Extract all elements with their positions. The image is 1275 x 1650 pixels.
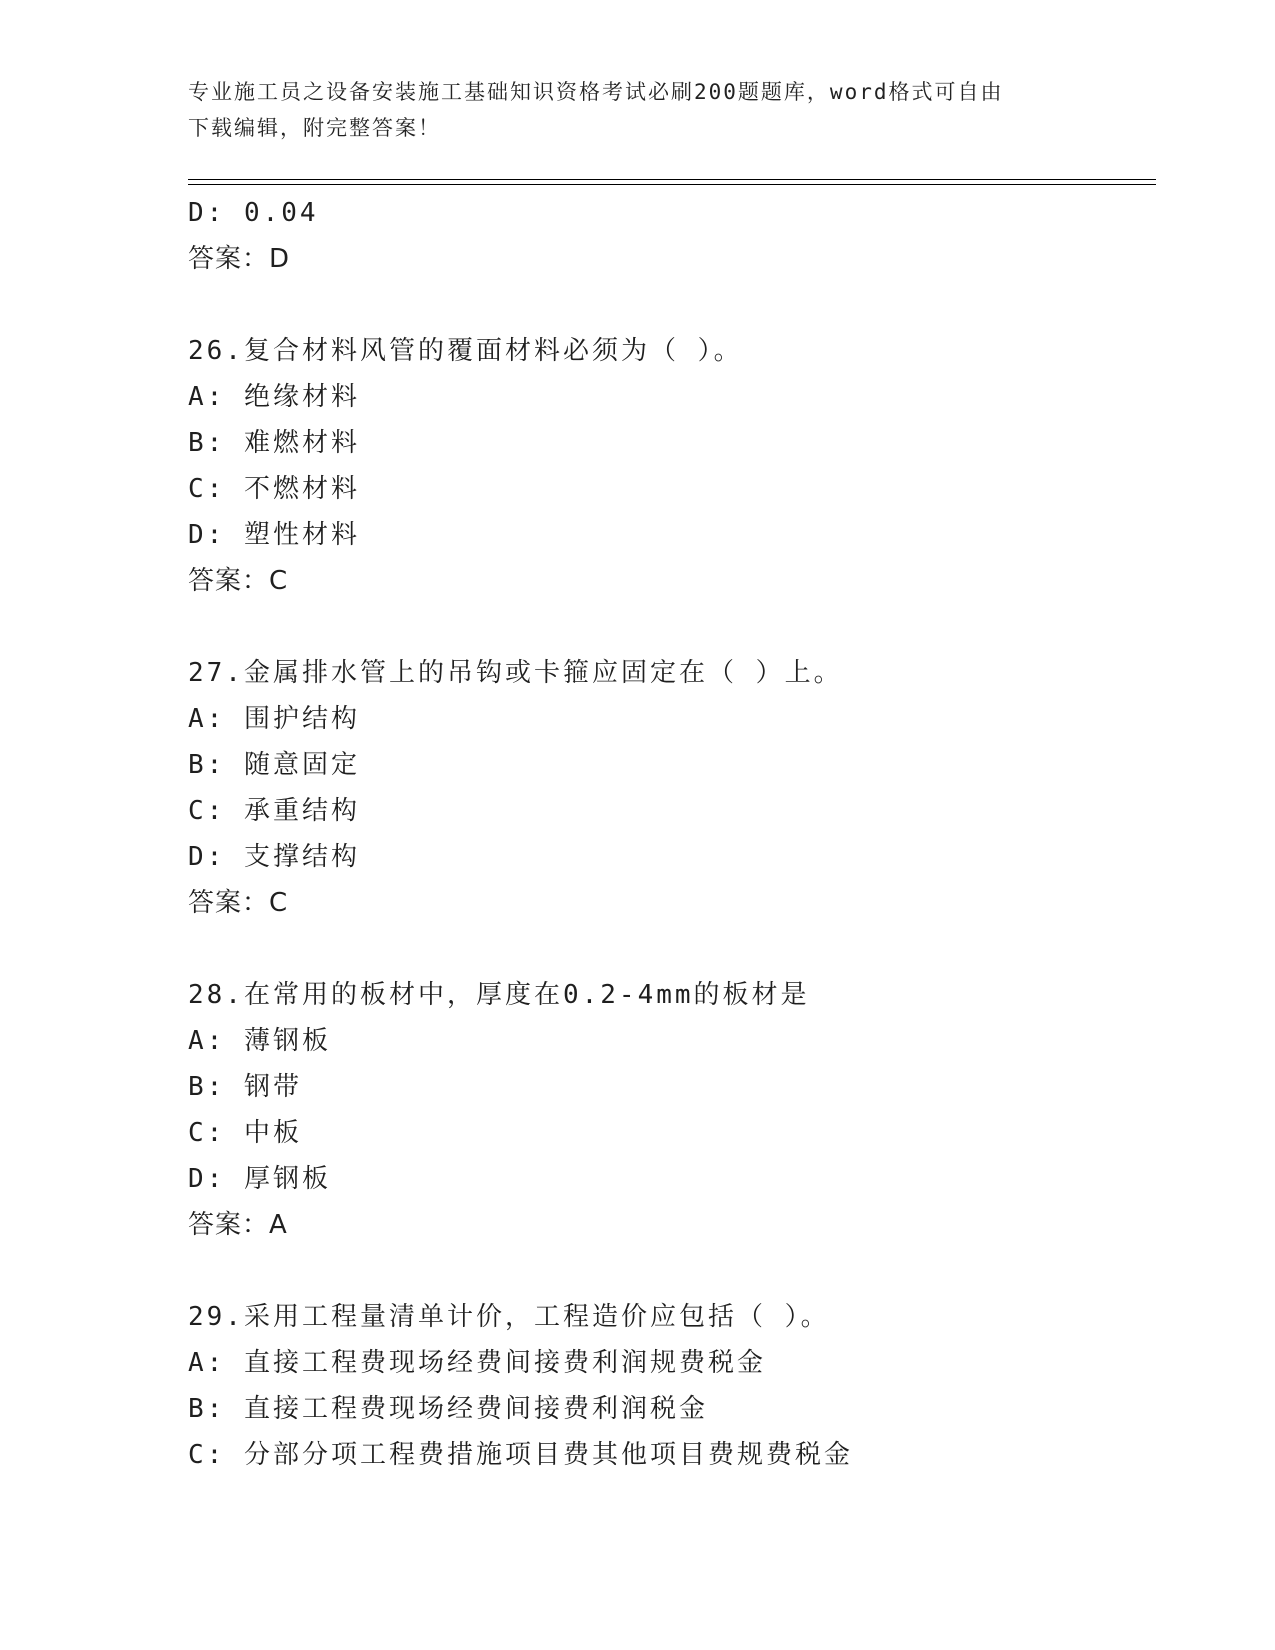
- option-d: D: 厚钢板: [188, 1164, 331, 1194]
- answer-text: 答案：C: [188, 888, 289, 918]
- option-a: A: 直接工程费现场经费间接费利润规费税金: [188, 1348, 766, 1378]
- question-stem: 28.在常用的板材中，厚度在0.2-4mm的板材是: [188, 980, 810, 1010]
- option-a: A: 薄钢板: [188, 1026, 331, 1056]
- option-a: A: 绝缘材料: [188, 382, 360, 412]
- option-c: C: 承重结构: [188, 796, 360, 826]
- option-d: D: 0.04: [188, 198, 319, 228]
- option-a: A: 围护结构: [188, 704, 360, 734]
- answer-text: 答案：A: [188, 1210, 288, 1240]
- option-b: B: 直接工程费现场经费间接费利润税金: [188, 1394, 708, 1424]
- document-header: [188, 74, 1088, 146]
- answer-text: 答案：D: [188, 244, 291, 274]
- option-c: C: 分部分项工程费措施项目费其他项目费规费税金: [188, 1440, 853, 1470]
- question-list: [188, 190, 1148, 1478]
- spacer: [188, 282, 1148, 328]
- header-line-2: 下载编辑，附完整答案！: [188, 116, 441, 140]
- option-c: C: 不燃材料: [188, 474, 360, 504]
- spacer: [188, 926, 1148, 972]
- spacer: [188, 604, 1148, 650]
- header-divider-top: [188, 179, 1156, 180]
- spacer: [188, 1248, 1148, 1294]
- option-c: C: 中板: [188, 1118, 302, 1148]
- option-b: B: 难燃材料: [188, 428, 360, 458]
- option-b: B: 随意固定: [188, 750, 360, 780]
- header-line-1: 专业施工员之设备安装施工基础知识资格考试必刷200题题库，word格式可自由: [188, 80, 1004, 104]
- header-divider-bottom: [188, 184, 1156, 185]
- option-d: D: 支撑结构: [188, 842, 360, 872]
- option-d: D: 塑性材料: [188, 520, 360, 550]
- question-stem: 27.金属排水管上的吊钩或卡箍应固定在（ ）上。: [188, 658, 843, 688]
- question-stem: 26.复合材料风管的覆面材料必须为（ ）。: [188, 336, 743, 366]
- question-stem: 29.采用工程量清单计价，工程造价应包括（ ）。: [188, 1302, 830, 1332]
- answer-text: 答案：C: [188, 566, 289, 596]
- option-b: B: 钢带: [188, 1072, 302, 1102]
